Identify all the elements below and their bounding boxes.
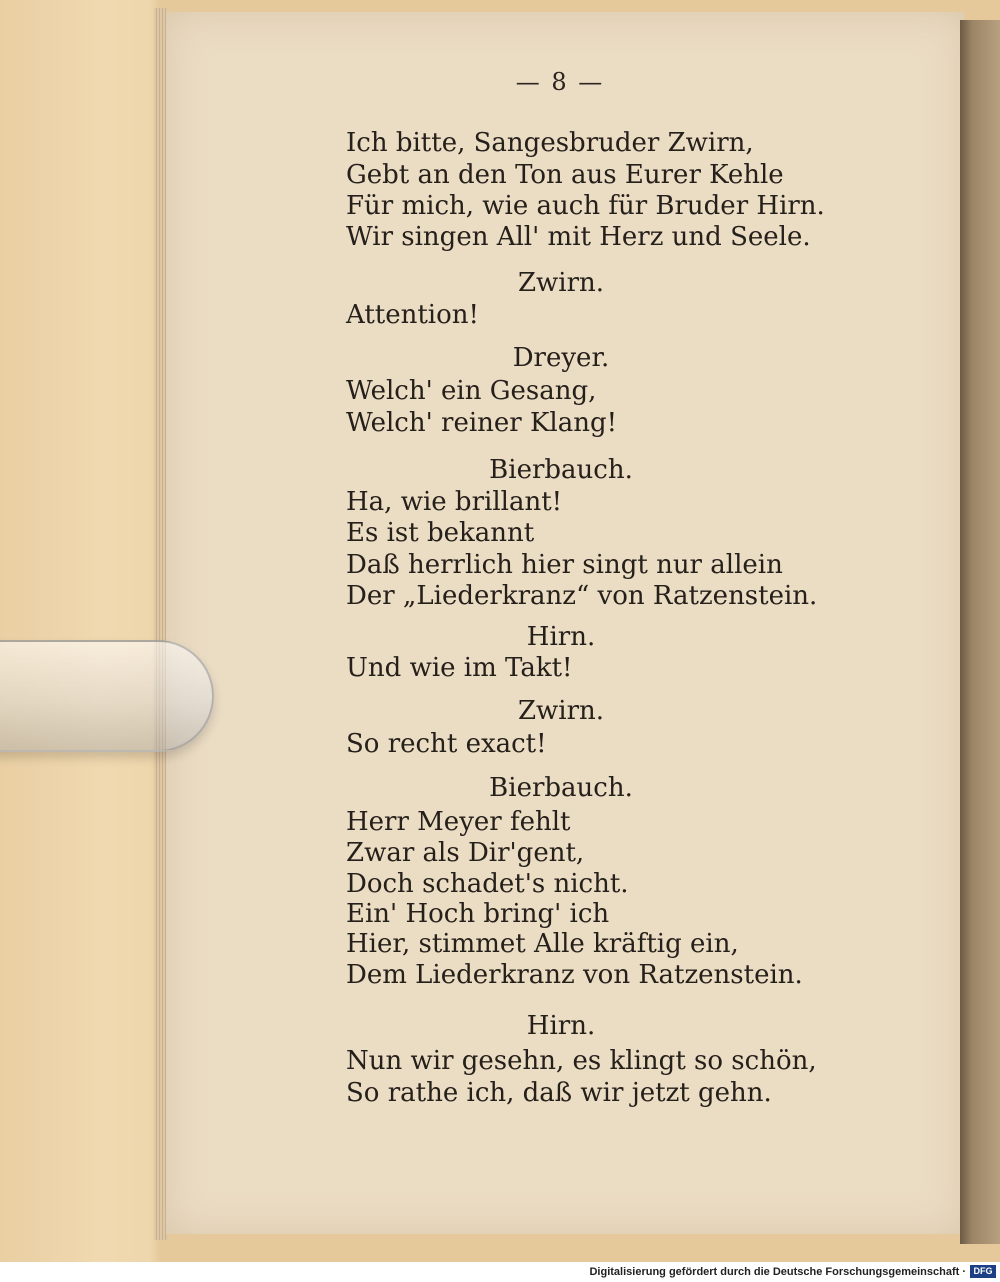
speaker-name: Zwirn. [517, 268, 605, 298]
speaker-name: Hirn. [526, 1011, 596, 1041]
verse-line: Ich bitte, Sangesbruder Zwirn, [346, 128, 754, 158]
verse-line: Wir singen All' mit Herz und Seele. [346, 222, 811, 252]
speaker-name: Hirn. [526, 622, 596, 652]
verse-line: Welch' reiner Klang! [346, 408, 618, 438]
verse-line: Herr Meyer fehlt [346, 807, 571, 837]
dfg-logo: DFG [970, 1265, 996, 1278]
verse-line: Es ist bekannt [346, 518, 535, 548]
verse-line: Nun wir gesehn, es klingt so schön, [346, 1046, 817, 1076]
verse-line: Attention! [346, 300, 479, 330]
verse-line: Gebt an den Ton aus Eurer Kehle [346, 160, 784, 190]
speaker-name: Bierbauch. [489, 773, 633, 803]
verse-line: Und wie im Takt! [346, 653, 573, 683]
verse-line: Zwar als Dir'gent, [346, 838, 585, 868]
verse-line: Der „Liederkranz“ von Ratzenstein. [346, 581, 818, 611]
verse-line: Ein' Hoch bring' ich [346, 899, 610, 929]
verse-line: Welch' ein Gesang, [346, 376, 597, 406]
speaker-name: Dreyer. [512, 343, 610, 373]
footer-credit: Digitalisierung gefördert durch die Deutsche Forschungsgemeinschaft · [589, 1266, 966, 1278]
verse-line: Daß herrlich hier singt nur allein [346, 550, 783, 580]
verse-line: So rathe ich, daß wir jetzt gehn. [346, 1078, 772, 1108]
verse-line: Dem Liederkranz von Ratzenstein. [346, 960, 803, 990]
bookmark-clip [0, 640, 214, 752]
verse-line: Für mich, wie auch für Bruder Hirn. [346, 191, 825, 221]
speaker-name: Zwirn. [517, 696, 605, 726]
verse-line: Hier, stimmet Alle kräftig ein, [346, 929, 739, 959]
verse-line: Doch schadet's nicht. [346, 869, 629, 899]
right-cover-edge [960, 20, 1000, 1244]
verse-line: Ha, wie brillant! [346, 487, 563, 517]
page-number: — 8 — [515, 68, 605, 96]
verse-line: So recht exact! [346, 729, 547, 759]
speaker-name: Bierbauch. [489, 455, 633, 485]
